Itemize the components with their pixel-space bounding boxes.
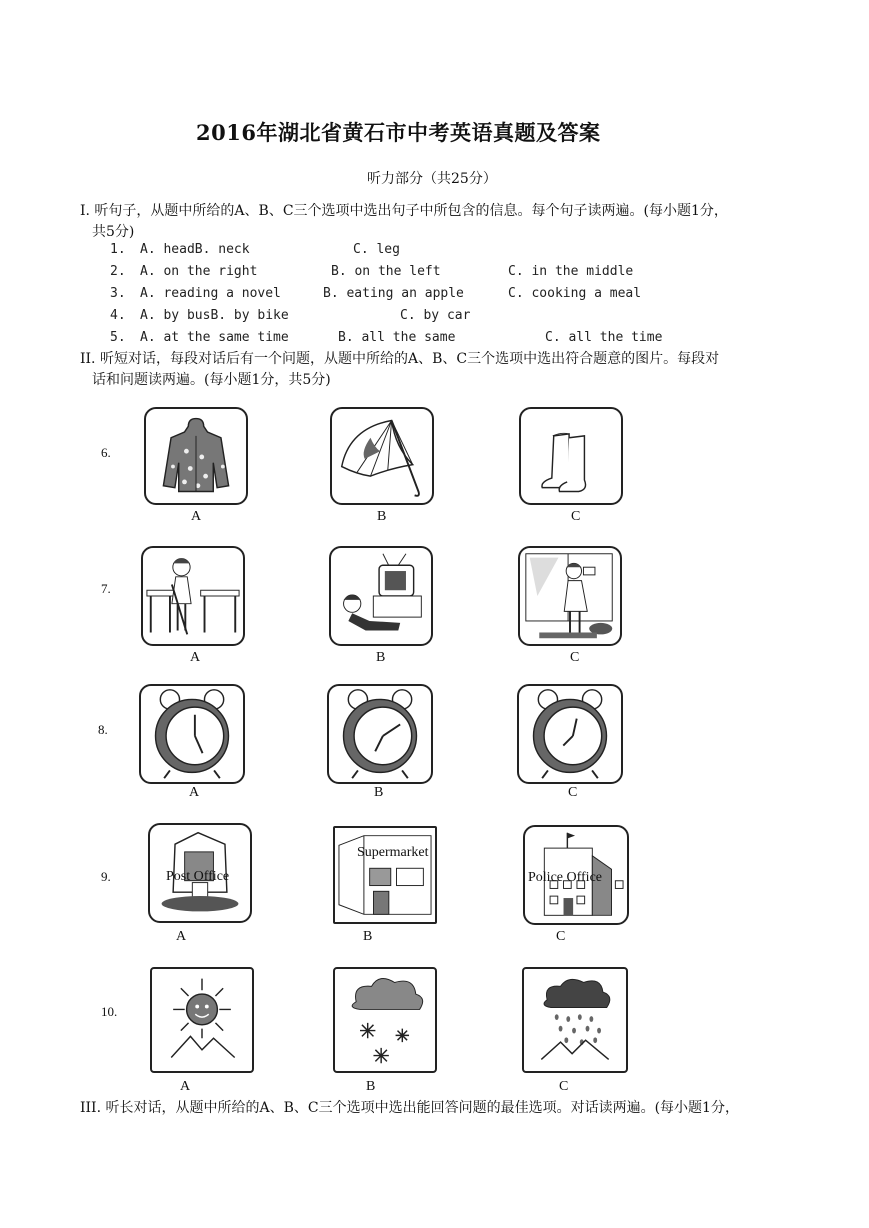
item-2-option-c: C. in the middle xyxy=(508,264,634,279)
item-4-option-a: A. by busB. by bike xyxy=(140,308,289,323)
item-5-option-a: A. at the same time xyxy=(140,330,289,345)
section2-instruction-cont: 话和问题读两遍。(每小题1分，共5分) xyxy=(92,372,331,388)
q9-label-b: B xyxy=(363,929,373,944)
section2-instruction: II. 听短对话，每段对话后有一个问题，从题中所给的A、B、C三个选项中选出符合题意的图片。每段对 xyxy=(80,351,720,367)
item-5-number: 5. xyxy=(110,330,126,345)
question-7-number: 7. xyxy=(101,581,111,596)
item-5-option-c: C. all the time xyxy=(545,330,663,345)
item-2-number: 2. xyxy=(110,264,126,279)
q6-option-b-umbrella-picture xyxy=(330,407,434,505)
q10-option-a-sunny-picture xyxy=(150,967,254,1073)
q7-option-b-boy-watching-tv-picture xyxy=(329,546,433,646)
item-1-option-c: C. leg xyxy=(353,242,400,257)
item-1-number: 1. xyxy=(110,242,126,257)
q7-label-b: B xyxy=(376,650,386,665)
item-2-option-a: A. on the right xyxy=(140,264,258,279)
q10-label-b: B xyxy=(366,1079,376,1094)
question-6-number: 6. xyxy=(101,445,111,460)
q6-option-a-raincoat-picture xyxy=(144,407,248,505)
q6-label-a: A xyxy=(191,509,202,524)
q7-option-c-girl-cleaning-window-picture xyxy=(518,546,622,646)
document-title: 2016年湖北省黄石市中考英语真题及答案 xyxy=(196,120,601,145)
police-office-caption: Police Office xyxy=(528,870,602,885)
item-5-option-b: B. all the same xyxy=(338,330,456,345)
q8-label-a: A xyxy=(189,785,200,800)
item-3-option-b: B. eating an apple xyxy=(323,286,464,301)
q10-option-c-rainy-picture xyxy=(522,967,628,1073)
q10-option-b-snowy-picture xyxy=(333,967,437,1073)
q9-option-c-police-office-picture xyxy=(523,825,629,925)
item-4-option-c: C. by car xyxy=(400,308,471,323)
q9-label-c: C xyxy=(556,929,566,944)
item-3-number: 3. xyxy=(110,286,126,301)
q6-option-c-rain-boots-picture xyxy=(519,407,623,505)
section1-instruction: I. 听句子，从题中所给的A、B、C三个选项中选出句子中所包含的信息。每个句子读两遍。(每小题1分， xyxy=(80,203,728,219)
item-1-option-a: A. headB. neck xyxy=(140,242,250,257)
q6-label-c: C xyxy=(571,509,581,524)
q9-option-b-supermarket-picture xyxy=(333,826,437,924)
q7-option-a-girl-sweeping-picture xyxy=(141,546,245,646)
q9-label-a: A xyxy=(176,929,187,944)
listening-section-subtitle: 听力部分（共25分） xyxy=(367,171,497,187)
q6-label-b: B xyxy=(377,509,387,524)
item-4-number: 4. xyxy=(110,308,126,323)
question-10-number: 10. xyxy=(101,1004,118,1019)
post-office-caption: Post Office xyxy=(166,869,230,884)
question-8-number: 8. xyxy=(98,722,108,737)
q8-option-a-alarm-clock-picture xyxy=(139,684,245,784)
q7-label-c: C xyxy=(570,650,580,665)
q8-label-b: B xyxy=(374,785,384,800)
q8-option-b-alarm-clock-picture xyxy=(327,684,433,784)
q10-label-a: A xyxy=(180,1079,191,1094)
q8-option-c-alarm-clock-picture xyxy=(517,684,623,784)
section3-instruction: III. 听长对话，从题中所给的A、B、C三个选项中选出能回答问题的最佳选项。对话读两遍。(每小题1分， xyxy=(80,1100,739,1116)
item-3-option-a: A. reading a novel xyxy=(140,286,281,301)
item-2-option-b: B. on the left xyxy=(331,264,441,279)
q7-label-a: A xyxy=(190,650,201,665)
q9-option-a-post-office-picture xyxy=(148,823,252,923)
supermarket-caption: Supermarket xyxy=(357,845,429,860)
q8-label-c: C xyxy=(568,785,578,800)
section1-instruction-cont: 共5分) xyxy=(92,224,135,240)
item-3-option-c: C. cooking a meal xyxy=(508,286,642,301)
q10-label-c: C xyxy=(559,1079,569,1094)
question-9-number: 9. xyxy=(101,869,111,884)
